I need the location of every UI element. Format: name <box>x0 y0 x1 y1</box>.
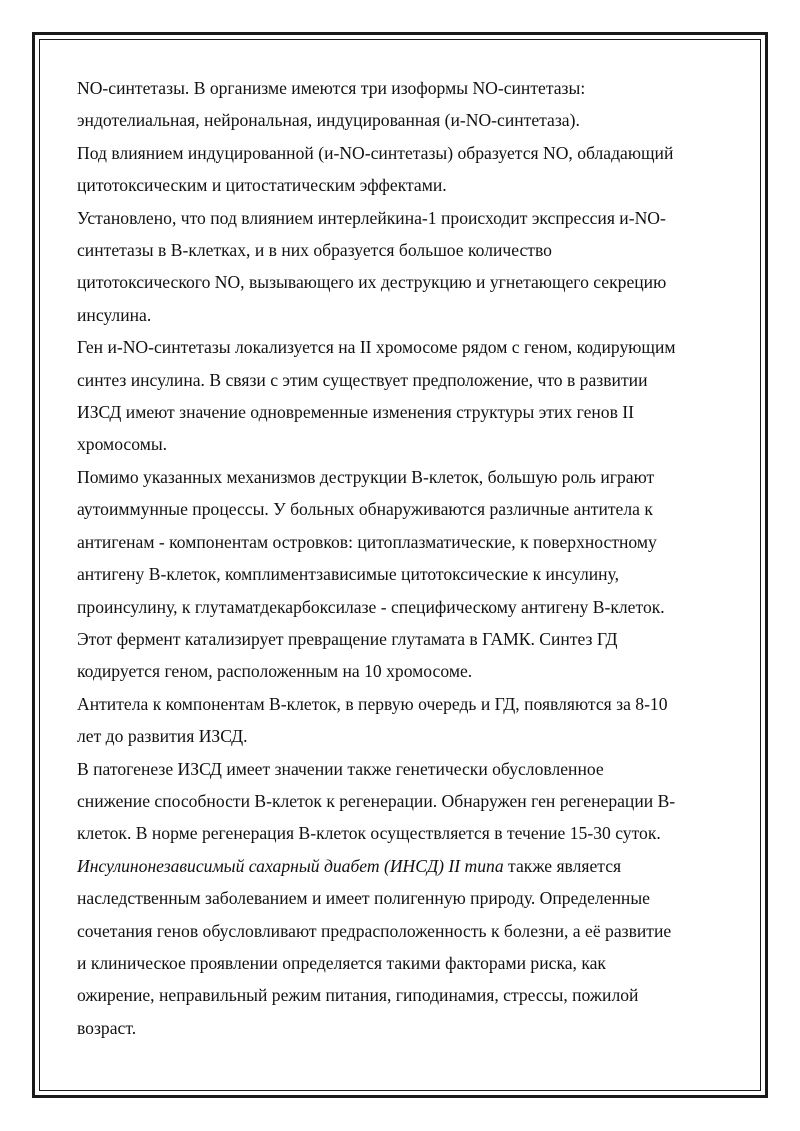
text-run: также является <box>503 855 622 876</box>
text-line: лет до развития ИЗСД. <box>77 726 248 747</box>
text-line: ожирение, неправильный режим питания, гиподинамия, стрессы, пожилой <box>77 985 639 1006</box>
text-line: сочетания генов обусловливают предрасположенность к болезни, а её развитие <box>77 920 672 941</box>
text-line: синтетазы в В-клетках, и в них образуется большое количество <box>77 240 552 261</box>
text-line: антигенам - компонентам островков: цитоплазматические, к поверхностному <box>77 531 657 552</box>
text-line: синтез инсулина. В связи с этим существует предположение, что в развитии <box>77 369 648 390</box>
text-line: антигену В-клеток, комплиментзависимые цитотоксические к инсулину, <box>77 564 619 585</box>
text-line: эндотелиальная, нейрональная, индуцированная (и-NO-синтетаза). <box>77 110 580 131</box>
text-line: цитотоксическим и цитостатическим эффектами. <box>77 175 447 196</box>
text-line: Установлено, что под влиянием интерлейкина-1 происходит экспрессия и-NO- <box>77 207 666 228</box>
text-line: снижение способности В-клеток к регенерации. Обнаружен ген регенерации В- <box>77 790 676 811</box>
italic-term: Инсулинонезависимый сахарный диабет (ИНСД) II типа <box>77 855 504 876</box>
text-line: кодируется геном, расположенным на 10 хромосоме. <box>77 661 473 682</box>
text-line: и клиническое проявлении определяется такими факторами риска, как <box>77 952 606 973</box>
text-line: клеток. В норме регенерация В-клеток осуществляется в течение 15-30 суток. <box>77 823 661 844</box>
document-body <box>77 72 727 1044</box>
text-line: Антитела к компонентам В-клеток, в первую очередь и ГД, появляются за 8-10 <box>77 693 668 714</box>
text-line: цитотоксического NO, вызывающего их деструкцию и угнетающего секрецию <box>77 272 667 293</box>
text-line: хромосомы. <box>77 434 168 455</box>
text-line: наследственным заболеванием и имеет полигенную природу. Определенные <box>77 888 650 909</box>
text-line: В патогенезе ИЗСД имеет значении также генетически обусловленное <box>77 758 604 779</box>
text-line: аутоиммунные процессы. У больных обнаруживаются различные антитела к <box>77 499 653 520</box>
text-line: Ген и-NO-синтетазы локализуется на II хромосоме рядом с геном, кодирующим <box>77 337 676 358</box>
text-line: ИЗСД имеют значение одновременные изменения структуры этих генов II <box>77 402 635 423</box>
text-line: проинсулину, к глутаматдекарбоксилазе - специфическому антигену В-клеток. <box>77 596 665 617</box>
text-line: инсулина. <box>77 304 152 325</box>
text-line: Под влиянием индуцированной (и-NO-синтетазы) образуется NO, обладающий <box>77 142 674 163</box>
text-line <box>77 850 727 882</box>
text-line: Этот фермент катализирует превращение глутамата в ГАМК. Синтез ГД <box>77 628 618 649</box>
text-line: NO-синтетазы. В организме имеются три изоформы NO-синтетазы: <box>77 78 586 98</box>
text-line: возраст. <box>77 1017 137 1038</box>
text-line: Помимо указанных механизмов деструкции В-клеток, большую роль играют <box>77 466 655 487</box>
